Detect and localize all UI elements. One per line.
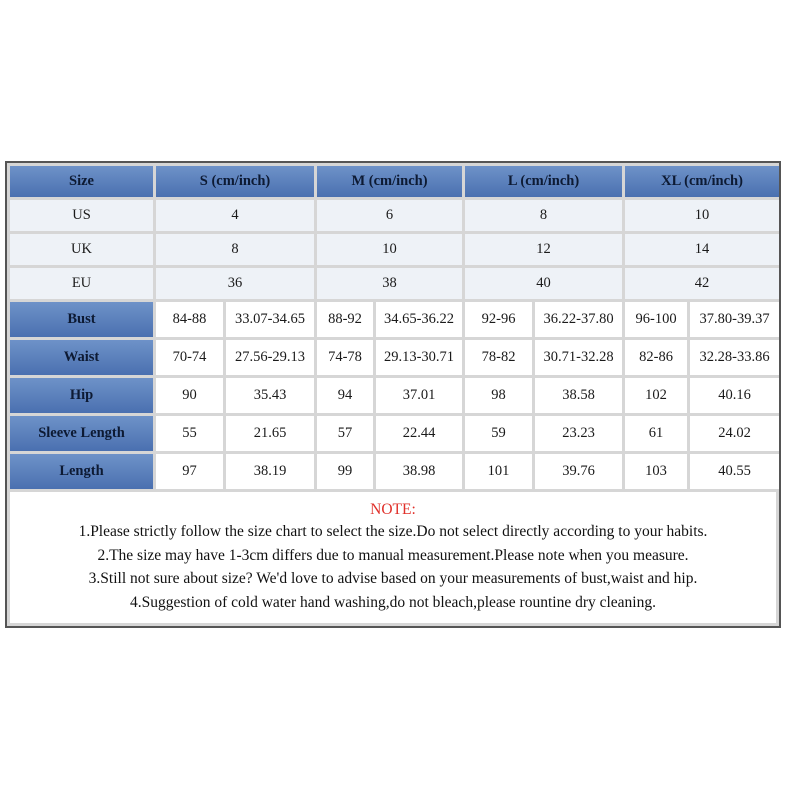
table-cell: 90 [156, 378, 223, 413]
measurement-row [10, 416, 779, 451]
row-label: EU [10, 268, 153, 299]
table-cell: 8 [465, 200, 622, 231]
table-cell: 38.98 [376, 454, 462, 489]
table-cell: 22.44 [376, 416, 462, 451]
table-cell: 99 [317, 454, 373, 489]
table-cell: 101 [465, 454, 532, 489]
table-cell: 8 [156, 234, 314, 265]
intl-size-row [10, 268, 779, 299]
table-cell: 103 [625, 454, 687, 489]
table-cell: 10 [625, 200, 779, 231]
table-cell: 23.23 [535, 416, 622, 451]
table-cell: 6 [317, 200, 462, 231]
table-cell: 12 [465, 234, 622, 265]
table-cell: 40.16 [690, 378, 779, 413]
size-column-header: S (cm/inch) [156, 166, 314, 197]
row-label: Bust [10, 302, 153, 337]
table-cell: 78-82 [465, 340, 532, 375]
table-cell: 4 [156, 200, 314, 231]
size-column-header: XL (cm/inch) [625, 166, 779, 197]
table-cell: 74-78 [317, 340, 373, 375]
table-cell: 40 [465, 268, 622, 299]
row-label: Length [10, 454, 153, 489]
table-cell: 29.13-30.71 [376, 340, 462, 375]
size-table [7, 163, 782, 492]
table-cell: 84-88 [156, 302, 223, 337]
row-label: UK [10, 234, 153, 265]
table-cell: 38 [317, 268, 462, 299]
table-cell: 97 [156, 454, 223, 489]
size-column-header: L (cm/inch) [465, 166, 622, 197]
table-cell: 27.56-29.13 [226, 340, 314, 375]
table-cell: 94 [317, 378, 373, 413]
size-header-cell: Size [10, 166, 153, 197]
table-cell: 55 [156, 416, 223, 451]
table-cell: 37.80-39.37 [690, 302, 779, 337]
note-line: 3.Still not sure about size? We'd love to advise based on your measurements of bust,waist and hip. [88, 570, 698, 587]
table-cell: 88-92 [317, 302, 373, 337]
table-cell: 34.65-36.22 [376, 302, 462, 337]
table-cell: 30.71-32.28 [535, 340, 622, 375]
note-line: 1.Please strictly follow the size chart to select the size.Do not select directly according to your habits. [78, 523, 708, 540]
table-cell: 33.07-34.65 [226, 302, 314, 337]
table-cell: 82-86 [625, 340, 687, 375]
row-label: US [10, 200, 153, 231]
size-chart [5, 161, 781, 628]
row-label: Waist [10, 340, 153, 375]
table-cell: 35.43 [226, 378, 314, 413]
table-cell: 37.01 [376, 378, 462, 413]
note-line: 2.The size may have 1-3cm differs due to manual measurement.Please note when you measure. [97, 546, 689, 564]
table-cell: 96-100 [625, 302, 687, 337]
note-box [10, 492, 776, 623]
table-cell: 21.65 [226, 416, 314, 451]
table-cell: 70-74 [156, 340, 223, 375]
measurement-row [10, 340, 779, 375]
note-title: NOTE: [370, 501, 416, 518]
row-label: Sleeve Length [10, 416, 153, 451]
intl-size-row [10, 234, 779, 265]
table-cell: 57 [317, 416, 373, 451]
table-cell: 92-96 [465, 302, 532, 337]
table-cell: 59 [465, 416, 532, 451]
table-cell: 14 [625, 234, 779, 265]
measurement-row [10, 378, 779, 413]
table-cell: 24.02 [690, 416, 779, 451]
table-cell: 38.58 [535, 378, 622, 413]
table-cell: 61 [625, 416, 687, 451]
header-row [10, 166, 779, 197]
table-cell: 38.19 [226, 454, 314, 489]
measurement-row [10, 454, 779, 489]
table-cell: 32.28-33.86 [690, 340, 779, 375]
table-cell: 102 [625, 378, 687, 413]
table-cell: 10 [317, 234, 462, 265]
note-line: 4.Suggestion of cold water hand washing,do not bleach,please rountine dry cleaning. [129, 593, 656, 611]
table-cell: 98 [465, 378, 532, 413]
intl-size-row [10, 200, 779, 231]
row-label: Hip [10, 378, 153, 413]
table-cell: 42 [625, 268, 779, 299]
table-cell: 36.22-37.80 [535, 302, 622, 337]
size-column-header: M (cm/inch) [317, 166, 462, 197]
table-cell: 36 [156, 268, 314, 299]
table-cell: 39.76 [535, 454, 622, 489]
measurement-row [10, 302, 779, 337]
table-cell: 40.55 [690, 454, 779, 489]
